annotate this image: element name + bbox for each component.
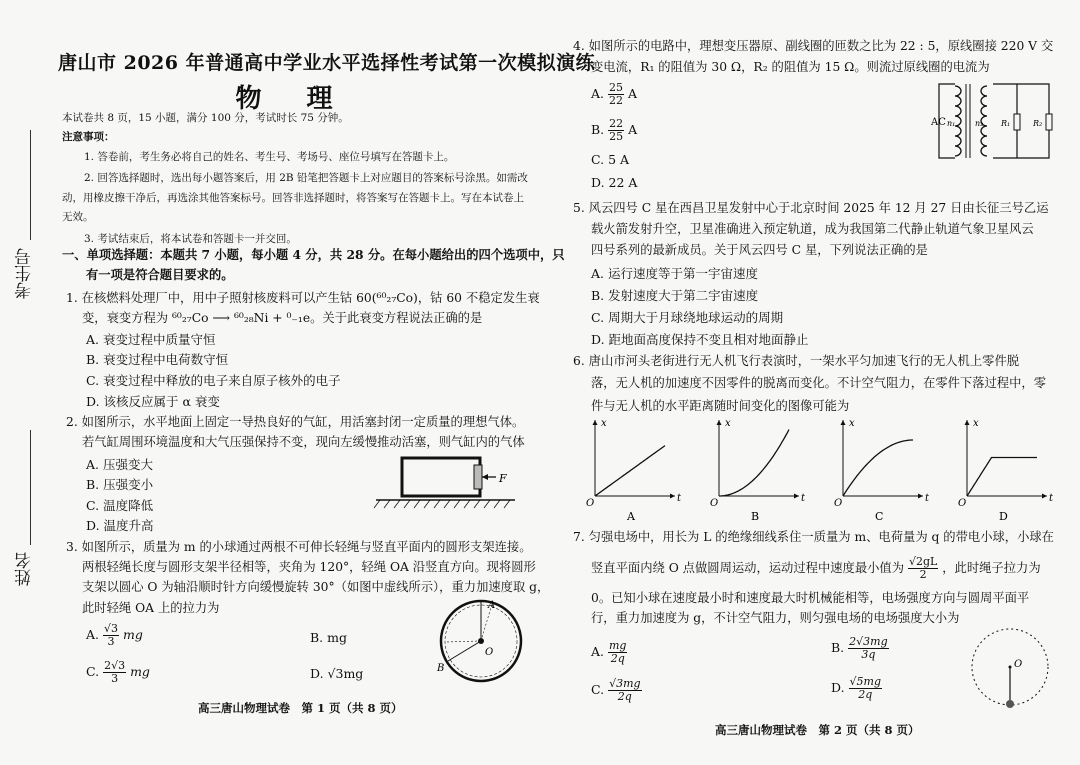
note-3: 3. 考试结束后，将本试卷和答题卡一并交回。 xyxy=(84,233,297,245)
q4-a-fraction xyxy=(608,82,624,107)
page-2-footer: 高三唐山物理试卷 第 2 页（共 8 页） xyxy=(715,723,920,737)
q3-option-c xyxy=(86,660,150,685)
q6-graph-1-origin: O xyxy=(710,498,719,509)
q4-a-letter: A. xyxy=(591,86,605,101)
q3-a-letter: A. xyxy=(86,627,100,642)
q2-cylinder-figure xyxy=(370,452,520,514)
n1-label: n₁ xyxy=(947,119,956,128)
q3-option-d: D. √3mg xyxy=(310,666,364,681)
q1-stem-1: 1. 在核燃料处理厂中，用中子照射核废料可以产生钴 60(⁶⁰₂₇Co)，钴 60 不稳定发生衰 xyxy=(66,291,540,305)
q6-graph-options xyxy=(585,418,1065,523)
ground-hatch xyxy=(374,500,510,508)
q5-option-c: C. 周期大于月球绕地球运动的周期 xyxy=(591,310,784,325)
cylinder-body xyxy=(402,458,480,496)
q6-stem-1: 6. 唐山市河头老街进行无人机飞行表演时，一架水平匀加速飞行的无人机上零件脱 xyxy=(573,354,1020,368)
q2-stem-2: 若气缸周围环境温度和大气压强保持不变，现向左缓慢推动活塞，则气缸内的气体 xyxy=(82,435,525,449)
exam-no-line xyxy=(30,130,31,240)
q6-graph-3-curve xyxy=(967,458,1037,497)
q6-graph-1-x-label: x xyxy=(725,418,731,429)
q7-a-den: 2q xyxy=(610,652,625,665)
note-2-line-1: 2. 回答选择题时，选出每小题答案后，用 2B 铅笔把答题卡上对应题目的答案标号涂黑。如需改 xyxy=(84,172,528,184)
q7-stem-1: 7. 匀强电场中，用长为 L 的绝缘细线系住一质量为 m、电荷量为 q 的带电小球，小球在 xyxy=(573,530,1054,544)
force-arrowhead xyxy=(482,474,488,480)
rope-ob xyxy=(448,641,481,661)
q6-graph-2-x-label: x xyxy=(849,418,855,429)
q1-stem-2: 变，衰变方程为 ⁶⁰₂₇Co ⟶ ⁶⁰₂₈Ni + ⁰₋₁e。关于此衰变方程说法正确的是 xyxy=(82,311,483,325)
name-line xyxy=(30,430,31,545)
primary-coil xyxy=(955,86,961,156)
section-1-heading-2: 有一项是符合题目要求的。 xyxy=(86,267,234,282)
q1-option-d: D. 该核反应属于 α 衰变 xyxy=(86,394,220,409)
point-b-label: B xyxy=(437,663,445,674)
q7-d-fraction xyxy=(849,676,882,701)
q2-option-b: B. 压强变小 xyxy=(86,477,154,492)
q2-option-a: A. 压强变大 xyxy=(86,457,153,472)
q3-option-b: B. mg xyxy=(310,630,347,645)
q4-a-unit: A xyxy=(627,86,638,101)
q7-stem-4: 行，重力加速度为 g，不计空气阻力，则匀强电场的电场强度大小为 xyxy=(591,611,960,625)
section-1-heading: 一、单项选择题：本题共 7 小题，每小题 4 分，共 28 分。在每小题给出的四个选项中，只 xyxy=(62,247,565,262)
q3-circle-figure xyxy=(435,595,525,685)
q4-option-d: D. 22 A xyxy=(591,175,638,190)
q5-stem-3: 四号系列的最新成员。关于风云四号 C 星，下列说法正确的是 xyxy=(591,243,928,257)
q7-stem-2a: 竖直平面内绕 O 点做圆周运动，运动过程中速度最小值为 xyxy=(591,561,905,575)
resistor-r1 xyxy=(1014,114,1020,130)
q3-a-unit: mg xyxy=(123,627,143,642)
page-1-footer: 高三唐山物理试卷 第 1 页（共 8 页） xyxy=(198,701,403,715)
q6-graph-2-t-label: t xyxy=(925,493,930,504)
exam-title: 唐山市 2026 年普通高中学业水平选择性考试第一次模拟演练 xyxy=(58,52,596,74)
name-label: 姓名 xyxy=(15,552,35,586)
q6-graph-2-origin: O xyxy=(834,498,843,509)
q5-stem-1: 5. 风云四号 C 星在西昌卫星发射中心于北京时间 2025 年 12 月 27 日由长征三号乙运 xyxy=(573,201,1049,215)
q6-graph-0-option-label: A xyxy=(627,510,635,523)
subject-title: 物 理 xyxy=(235,84,351,114)
q3-option-a xyxy=(86,623,143,648)
q5-option-b: B. 发射速度大于第二宇宙速度 xyxy=(591,288,759,303)
q4-stem-2: 变电流，R₁ 的阻值为 30 Ω，R₂ 的阻值为 15 Ω。则流过原线圈的电流为 xyxy=(591,60,990,74)
q6-graph-1-option-label: B xyxy=(751,510,760,523)
q4-a-num: 25 xyxy=(609,81,623,94)
q7-c-letter: C. xyxy=(591,682,605,697)
exam-summary: 本试卷共 8 页，15 小题，满分 100 分，考试时长 75 分钟。 xyxy=(62,112,349,124)
q7-d-num: √5mg xyxy=(849,675,882,688)
q4-option-a xyxy=(591,82,637,107)
q7-b-num: 2√3mg xyxy=(849,635,888,648)
q5-option-a: A. 运行速度等于第一宇宙速度 xyxy=(591,266,758,281)
pivot-o-label: O xyxy=(1014,659,1023,670)
q2-option-d: D. 温度升高 xyxy=(86,518,154,533)
notes-title: 注意事项： xyxy=(62,131,115,143)
point-o-label: O xyxy=(485,647,494,658)
q3-stem-1: 3. 如图所示，质量为 m 的小球通过两根不可伸长轻绳与竖直平面内的圆形支架连接。 xyxy=(66,540,532,554)
q7-stem-2b: ，此时绳子拉力为 xyxy=(942,561,1041,575)
q7-option-d xyxy=(831,676,882,701)
charged-ball xyxy=(1006,700,1014,708)
q3-stem-3: 支架以圆心 O 为轴沿顺时针方向缓慢旋转 30°（如图中虚线所示），重力加速度取 g， xyxy=(82,580,550,594)
ac-source-label: AC xyxy=(931,117,946,128)
point-a-label: A xyxy=(488,600,496,611)
q7-c-fraction xyxy=(608,678,641,703)
r1-label: R₁ xyxy=(1001,119,1011,128)
exam-no-label: 考生号 xyxy=(15,248,35,299)
q6-graph-3-origin: O xyxy=(958,498,967,509)
q3-c-num: 2√3 xyxy=(104,659,126,672)
q2-option-c: C. 温度降低 xyxy=(86,498,154,513)
q7-a-letter: A. xyxy=(591,644,605,659)
q7-option-b xyxy=(831,636,889,661)
q6-graph-2-curve xyxy=(843,440,913,496)
q6-graph-2-option-label: C xyxy=(875,510,884,523)
q4-b-num: 22 xyxy=(609,117,624,130)
q6-graph-0-x-arrow xyxy=(593,420,598,425)
q4-b-letter: B. xyxy=(591,122,605,137)
q4-b-fraction xyxy=(608,118,624,143)
pivot-o xyxy=(1009,666,1012,669)
q2-stem-1: 2. 如图所示，水平地面上固定一导热良好的气缸，用活塞封闭一定质量的理想气体。 xyxy=(66,415,525,429)
q7-b-fraction xyxy=(848,636,888,661)
q3-c-fraction xyxy=(103,660,126,685)
q7-b-den: 3q xyxy=(861,648,876,661)
q6-graph-1-curve xyxy=(719,430,789,497)
q3-stem-4: 此时轻绳 OA 上的拉力为 xyxy=(82,601,220,615)
q4-option-c: C. 5 A xyxy=(591,152,630,167)
q3-c-unit: mg xyxy=(130,664,150,679)
q7-d-letter: D. xyxy=(831,680,845,695)
q3-c-letter: C. xyxy=(86,664,100,679)
q6-graph-0-x-label: x xyxy=(601,418,607,429)
q4-option-b xyxy=(591,118,637,143)
q7-b-letter: B. xyxy=(831,640,845,655)
q6-graph-3-option-label: D xyxy=(999,510,1008,523)
q7-c-den: 2q xyxy=(617,690,632,703)
q6-graph-1-t-label: t xyxy=(801,493,806,504)
q4-b-den: 25 xyxy=(609,130,624,143)
note-2-line-2: 动，用橡皮擦干净后，再选涂其他答案标号。回答非选择题时，将答案写在答题卡上。写在本试卷上 xyxy=(62,192,524,204)
q3-stem-2: 两根轻绳长度与圆形支架半径相等，夹角为 120°，轻绳 OA 沿竖直方向。现将圆形 xyxy=(82,560,536,574)
q6-graph-0-curve xyxy=(595,446,665,496)
q3-a-den: 3 xyxy=(107,635,115,648)
q6-graph-0-t-arrow xyxy=(670,494,675,499)
q6-stem-3: 件与无人机的水平距离随时间变化的图像可能为 xyxy=(591,399,850,413)
q4-stem-1: 4. 如图所示的电路中，理想变压器原、副线圈的匝数之比为 22 : 5，原线圈接 220 V 交 xyxy=(573,39,1054,53)
q7-speed-num: √2gL xyxy=(908,555,938,568)
q6-graph-1-x-arrow xyxy=(717,420,722,425)
binding-margin xyxy=(4,120,44,640)
q3-a-fraction xyxy=(103,623,119,648)
piston xyxy=(474,465,482,489)
q1-option-c: C. 衰变过程中释放的电子来自原子核外的电子 xyxy=(86,373,341,388)
q7-circle-figure xyxy=(965,624,1055,714)
n2-label: n₂ xyxy=(975,119,984,128)
q7-option-a xyxy=(591,640,627,665)
q6-stem-2: 落，无人机的加速度不因零件的脱离而变化。不计空气阻力，在零件下落过程中，零 xyxy=(591,376,1046,390)
q7-stem-3: 0。已知小球在速度最小时和速度最大时机械能相等，电场强度方向与圆周平面平 xyxy=(591,591,1030,605)
r2-label: R₂ xyxy=(1033,119,1043,128)
q7-a-fraction xyxy=(608,640,627,665)
q3-c-den: 3 xyxy=(111,672,119,685)
ball xyxy=(478,638,484,644)
q6-graph-3-x-label: x xyxy=(973,418,979,429)
q6-graph-2-t-arrow xyxy=(918,494,923,499)
q7-a-num: mg xyxy=(609,639,627,652)
q6-graph-3-x-arrow xyxy=(965,420,970,425)
q6-graph-1-t-arrow xyxy=(794,494,799,499)
rotated-rope-2 xyxy=(445,641,481,642)
q4-circuit-figure xyxy=(931,78,1061,170)
q7-option-c xyxy=(591,678,642,703)
q6-graph-3-t-arrow xyxy=(1042,494,1047,499)
note-2-line-3: 无效。 xyxy=(62,211,94,223)
q6-graph-0-origin: O xyxy=(586,498,595,509)
q7-c-num: √3mg xyxy=(609,677,641,690)
q3-a-num: √3 xyxy=(104,622,119,635)
q7-d-den: 2q xyxy=(858,688,873,701)
resistor-r2 xyxy=(1046,114,1052,130)
q1-option-a: A. 衰变过程中质量守恒 xyxy=(86,332,216,347)
force-label: F xyxy=(499,472,507,485)
q7-speed-den: 2 xyxy=(919,568,927,581)
q5-stem-2: 载火箭发射升空，卫星准确进入预定轨道，成为我国第二代静止轨道气象卫星风云 xyxy=(591,222,1034,236)
q7-stem-2 xyxy=(591,556,1041,581)
note-1: 1. 答卷前，考生务必将自己的姓名、考生号、考场号、座位号填写在答题卡上。 xyxy=(84,151,455,163)
q7-min-speed xyxy=(908,556,938,581)
q6-graph-3-t-label: t xyxy=(1049,493,1054,504)
q4-b-unit: A xyxy=(628,122,638,137)
q6-graph-2-x-arrow xyxy=(841,420,846,425)
q6-graph-0-t-label: t xyxy=(677,493,682,504)
q5-option-d: D. 距地面高度保持不变且相对地面静止 xyxy=(591,332,809,347)
q1-option-b: B. 衰变过程中电荷数守恒 xyxy=(86,352,229,367)
q4-a-den: 22 xyxy=(609,94,623,107)
